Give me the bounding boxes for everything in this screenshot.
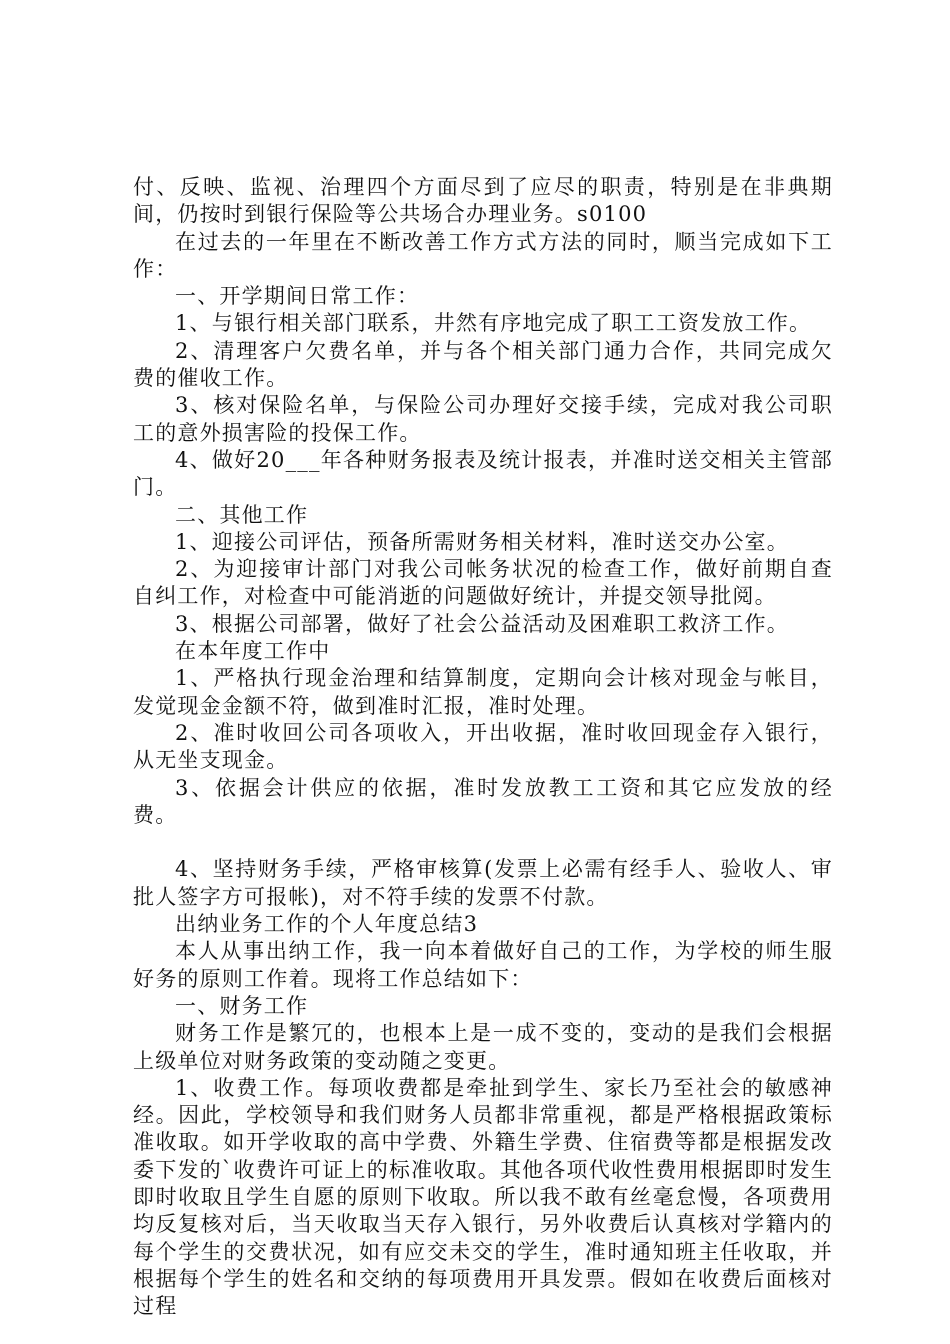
section-heading-daily-work: 一、开学期间日常工作： <box>175 284 420 309</box>
document-body <box>133 174 833 1320</box>
blank-line <box>133 829 833 856</box>
list-item: 2、准时收回公司各项收入，开出收据，准时收回现金存入银行，从无坐支现金。 <box>133 720 833 773</box>
list-item: 3、核对保险名单，与保险公司办理好交接手续，完成对我公司职工的意外损害险的投保工作。 <box>133 393 833 445</box>
paragraph-continuation: 付、反映、监视、治理四个方面尽到了应尽的职责，特别是在非典期间，仍按时到银行保险等公共场合办理业务。s0100 <box>133 175 833 227</box>
paragraph-fee-collection: 1、收费工作。每项收费都是牵扯到学生、家长乃至社会的敏感神经。因此，学校领导和我们财务人员都非常重视，都是严格根据政策标准收取。如开学收取的高中学费、外籍生学费、住宿费等都是根据发改委下发的`收费许可证上的标准收取。其他各项代收性费用根据即时发生即时收取且学生自愿的原则下收取。所以我不敢有丝毫怠慢，各项费用均反复核对后，当天收取当天存入银行，另外收费后认真核对学籍内的每个学生的交费状况，如有应交未交的学生，准时通知班主任收取，并根据每个学生的姓名和交纳的每项费用开具发票。假如在收费后面核对过程 <box>133 1075 833 1319</box>
paragraph-finance-work: 财务工作是繁冗的，也根本上是一成不变的，变动的是我们会根据上级单位对财务政策的变动随之变更。 <box>133 1021 833 1073</box>
list-item: 1、严格执行现金治理和结算制度，定期向会计核对现金与帐目，发觉现金金额不符，做到准时汇报，准时处理。 <box>133 666 833 718</box>
section-heading-this-year: 在本年度工作中 <box>175 639 331 664</box>
list-item: 4、做好20___年各种财务报表及统计报表，并准时送交相关主管部门。 <box>133 447 833 500</box>
list-item: 3、依据会计供应的依据，准时发放教工工资和其它应发放的经费。 <box>133 775 833 827</box>
list-item: 2、清理客户欠费名单，并与各个相关部门通力合作，共同完成欠费的催收工作。 <box>133 338 833 391</box>
list-item: 3、根据公司部署，做好了社会公益活动及困难职工救济工作。 <box>175 611 789 636</box>
paragraph-intro: 在过去的一年里在不断改善工作方式方法的同时，顺当完成如下工作： <box>133 229 833 281</box>
list-item: 1、与银行相关部门联系，井然有序地完成了职工工资发放工作。 <box>175 311 812 336</box>
section-heading-finance-work: 一、财务工作 <box>175 993 309 1018</box>
list-item: 1、迎接公司评估，预备所需财务相关材料，准时送交办公室。 <box>175 529 789 554</box>
section-heading-other-work: 二、其他工作 <box>175 502 309 527</box>
section-title-summary-3: 出纳业务工作的个人年度总结3 <box>175 912 479 937</box>
paragraph-summary-intro: 本人从事出纳工作，我一向本着做好自己的工作，为学校的师生服好务的原则工作着。现将工作总结如下： <box>133 939 833 991</box>
list-item: 2、为迎接审计部门对我公司帐务状况的检查工作，做好前期自查自纠工作，对检查中可能消逝的问题做好统计，并提交领导批阅。 <box>133 557 833 609</box>
list-item: 4、坚持财务手续，严格审核算(发票上必需有经手人、验收人、审批人签字方可报帐)，对不符手续的发票不付款。 <box>133 857 833 909</box>
